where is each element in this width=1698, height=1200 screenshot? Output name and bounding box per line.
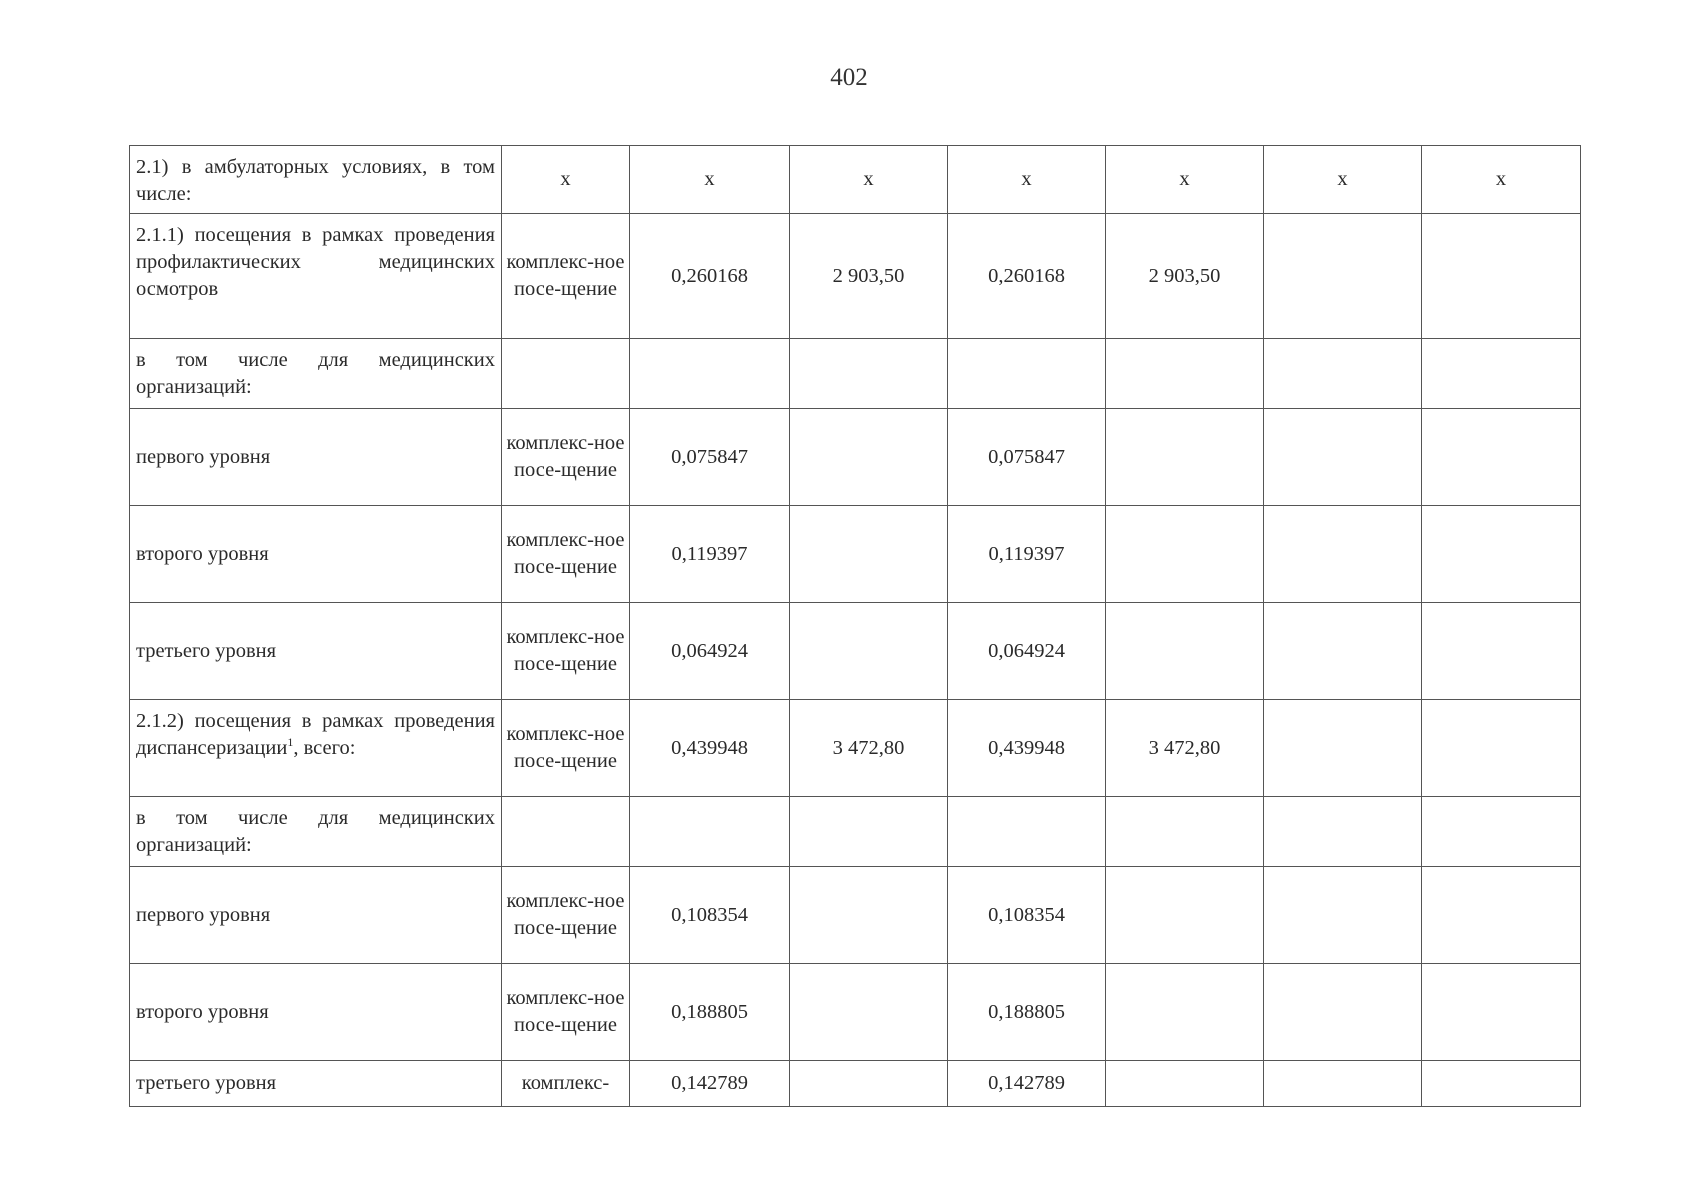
value-cell: 0,188805: [948, 964, 1106, 1061]
value-cell: 0,108354: [948, 867, 1106, 964]
value-cell: [1422, 867, 1581, 964]
unit-cell: комплекс-ное посе-щение: [502, 964, 630, 1061]
value-cell: 0,188805: [630, 964, 790, 1061]
value-cell: [1422, 506, 1581, 603]
unit-cell: комплекс-: [502, 1061, 630, 1107]
value-cell: 0,260168: [630, 214, 790, 339]
value-cell: [1422, 797, 1581, 867]
value-cell: [790, 1061, 948, 1107]
value-cell: [1106, 409, 1264, 506]
value-cell: [1106, 1061, 1264, 1107]
value-cell: [790, 867, 948, 964]
row-name: второго уровня: [130, 964, 502, 1061]
value-cell: 0,119397: [948, 506, 1106, 603]
unit-cell: х: [502, 146, 630, 214]
value-cell: [1422, 1061, 1581, 1107]
row-name-tail: , всего:: [293, 737, 356, 759]
value-cell: 0,439948: [630, 700, 790, 797]
value-cell: [1264, 964, 1422, 1061]
value-cell: 3 472,80: [790, 700, 948, 797]
value-cell: [1106, 339, 1264, 409]
value-cell: 3 472,80: [1106, 700, 1264, 797]
value-cell: [1422, 964, 1581, 1061]
row-name: в том числе для медицинских организаций:: [130, 797, 502, 867]
value-cell: [1422, 409, 1581, 506]
value-cell: [790, 506, 948, 603]
page-number: 402: [830, 64, 868, 91]
row-name: 2.1.1) посещения в рамках проведения профилактических медицинских осмотров: [130, 214, 502, 339]
value-cell: 0,075847: [630, 409, 790, 506]
value-cell: 0,142789: [630, 1061, 790, 1107]
value-cell: [1106, 964, 1264, 1061]
value-cell: [1264, 409, 1422, 506]
row-name: первого уровня: [130, 867, 502, 964]
value-cell: [1264, 214, 1422, 339]
table-row: [130, 964, 1581, 1061]
value-cell: [1106, 797, 1264, 867]
table-row: [130, 1061, 1581, 1107]
table-row: [130, 797, 1581, 867]
value-cell: [1264, 867, 1422, 964]
unit-cell: комплекс-ное посе-щение: [502, 214, 630, 339]
value-cell: [790, 964, 948, 1061]
table-row: [130, 146, 1581, 214]
value-cell: 2 903,50: [790, 214, 948, 339]
value-cell: [1422, 339, 1581, 409]
value-cell: [1106, 867, 1264, 964]
value-cell: х: [948, 146, 1106, 214]
unit-cell: комплекс-ное посе-щение: [502, 700, 630, 797]
unit-cell: комплекс-ное посе-щение: [502, 506, 630, 603]
value-cell: 0,108354: [630, 867, 790, 964]
value-cell: [790, 409, 948, 506]
value-cell: [948, 339, 1106, 409]
unit-cell: комплекс-ное посе-щение: [502, 409, 630, 506]
value-cell: х: [1422, 146, 1581, 214]
value-cell: [630, 339, 790, 409]
value-cell: 0,075847: [948, 409, 1106, 506]
row-name: второго уровня: [130, 506, 502, 603]
value-cell: [948, 797, 1106, 867]
value-cell: [1264, 797, 1422, 867]
value-cell: [1264, 339, 1422, 409]
value-cell: [1106, 603, 1264, 700]
value-cell: 0,064924: [948, 603, 1106, 700]
value-cell: [1264, 1061, 1422, 1107]
value-cell: х: [1264, 146, 1422, 214]
row-name: [130, 700, 502, 797]
value-cell: 0,064924: [630, 603, 790, 700]
row-name: в том числе для медицинских организаций:: [130, 339, 502, 409]
value-cell: 0,119397: [630, 506, 790, 603]
value-cell: 0,439948: [948, 700, 1106, 797]
value-cell: [790, 603, 948, 700]
value-cell: [1264, 700, 1422, 797]
value-cell: [1422, 214, 1581, 339]
value-cell: 0,142789: [948, 1061, 1106, 1107]
unit-cell: комплекс-ное посе-щение: [502, 867, 630, 964]
table-row: [130, 700, 1581, 797]
value-cell: 0,260168: [948, 214, 1106, 339]
table-row: [130, 339, 1581, 409]
row-name: 2.1) в амбулаторных условиях, в том числе:: [130, 146, 502, 214]
row-name: первого уровня: [130, 409, 502, 506]
value-cell: х: [1106, 146, 1264, 214]
data-table: [129, 145, 1581, 1107]
value-cell: [1422, 700, 1581, 797]
row-name-text: 2.1.2) посещения в рамках проведения диспансеризации: [136, 710, 495, 759]
value-cell: [1422, 603, 1581, 700]
row-name: третьего уровня: [130, 1061, 502, 1107]
value-cell: [1264, 506, 1422, 603]
unit-cell: [502, 797, 630, 867]
table-row: [130, 214, 1581, 339]
value-cell: [790, 339, 948, 409]
unit-cell: [502, 339, 630, 409]
value-cell: [1106, 506, 1264, 603]
value-cell: [1264, 603, 1422, 700]
value-cell: [790, 797, 948, 867]
footnote-mark: 1: [287, 735, 294, 750]
value-cell: 2 903,50: [1106, 214, 1264, 339]
unit-cell: комплекс-ное посе-щение: [502, 603, 630, 700]
value-cell: [630, 797, 790, 867]
table-row: [130, 409, 1581, 506]
row-name: третьего уровня: [130, 603, 502, 700]
table-row: [130, 603, 1581, 700]
value-cell: х: [630, 146, 790, 214]
value-cell: х: [790, 146, 948, 214]
table-row: [130, 506, 1581, 603]
table-row: [130, 867, 1581, 964]
